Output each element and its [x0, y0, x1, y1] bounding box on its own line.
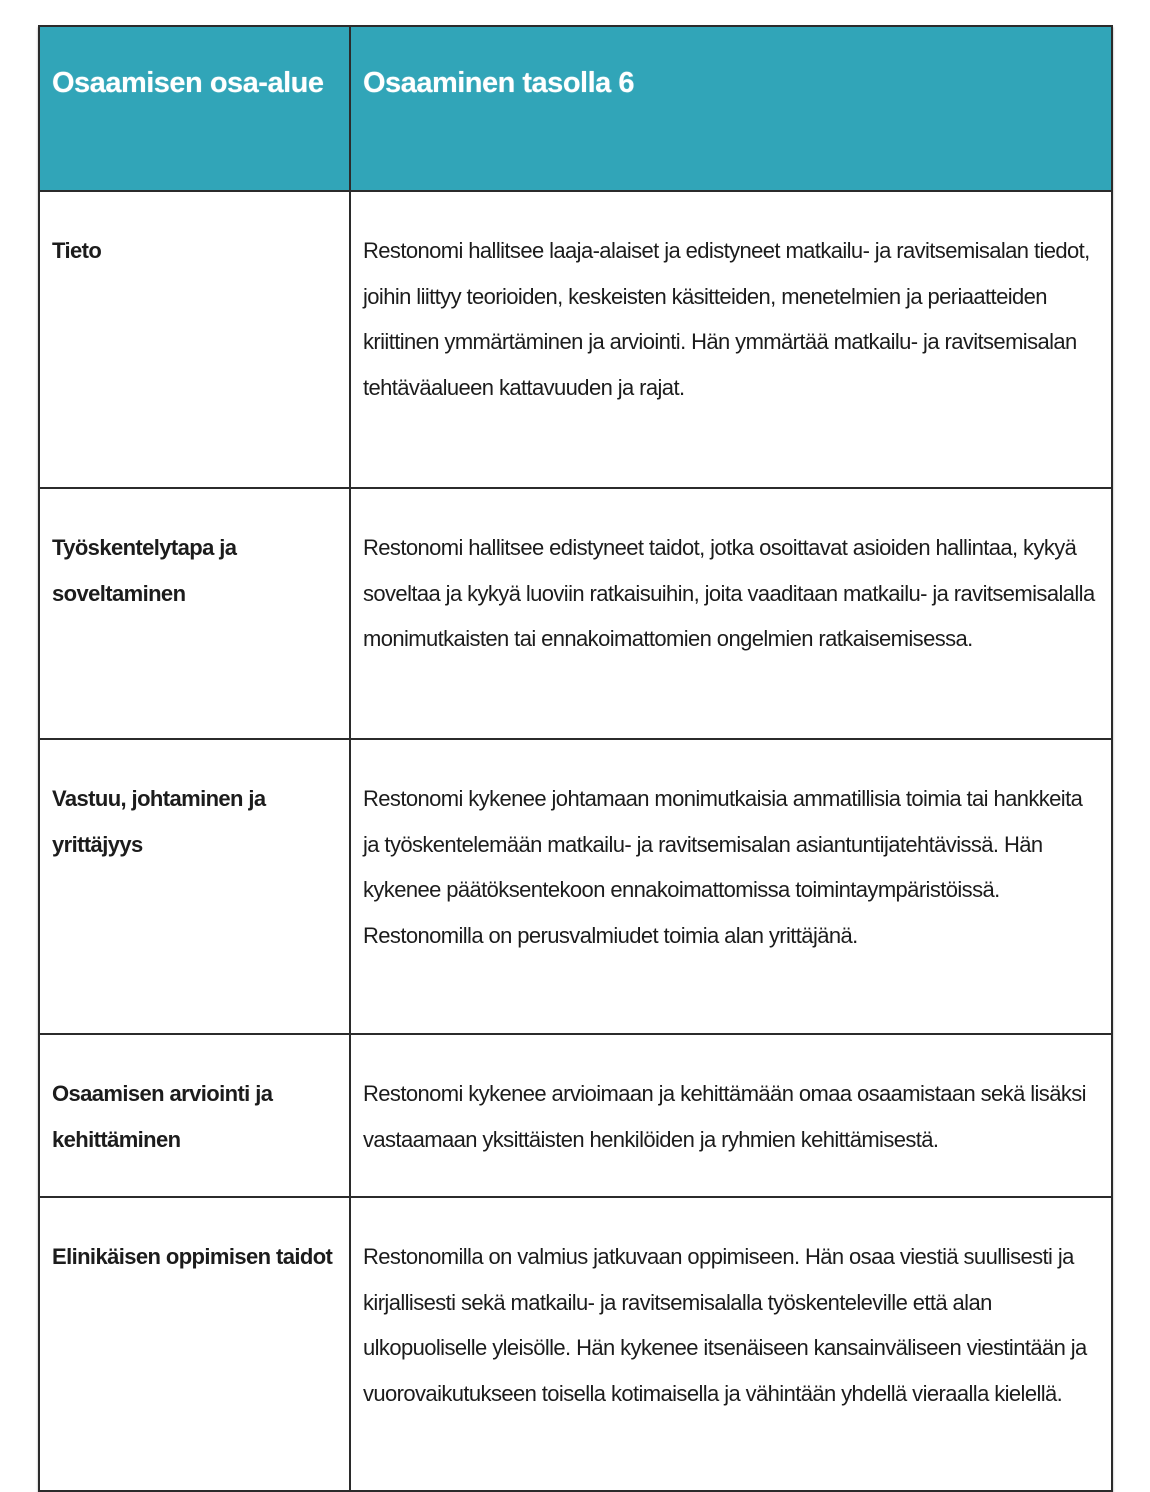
- area-cell: Vastuu, johtaminen ja yrittäjyys: [39, 739, 350, 1034]
- table-row-knowledge: [39, 191, 1112, 488]
- table-row-working-method: [39, 488, 1112, 739]
- area-cell: Tieto: [39, 191, 350, 488]
- column-header-competence-level-6: Osaaminen tasolla 6: [350, 26, 1112, 191]
- column-header-competence-area: Osaamisen osa-alue: [39, 26, 350, 191]
- competence-table: [38, 25, 1113, 1492]
- table-body: [39, 191, 1112, 1491]
- description-cell: Restonomi hallitsee laaja-alaiset ja edistyneet matkailu- ja ravitsemisalan tiedot, joihin liittyy teorioiden, keskeisten käsitteiden, menetelmien ja periaatteiden kriittinen ymmärtäminen ja arviointi. Hän ymmärtää matkailu- ja ravitsemisalan tehtäväalueen kattavuuden ja rajat.: [350, 191, 1112, 488]
- header-row: [39, 26, 1112, 191]
- table-header: [39, 26, 1112, 191]
- area-cell: Työskentelytapa ja soveltaminen: [39, 488, 350, 739]
- table-row-evaluation: [39, 1034, 1112, 1197]
- table-row-lifelong-learning: [39, 1197, 1112, 1491]
- area-cell: Osaamisen arviointi ja kehittäminen: [39, 1034, 350, 1197]
- description-cell: Restonomi hallitsee edistyneet taidot, jotka osoittavat asioiden hallintaa, kykyä soveltaa ja kykyä luoviin ratkaisuihin, joita vaaditaan matkailu- ja ravitsemisalalla monimutkaisten tai ennakoimattomien ongelmien ratkaisemisessa.: [350, 488, 1112, 739]
- description-cell: Restonomi kykenee arvioimaan ja kehittämään omaa osaamistaan sekä lisäksi vastaamaan yksittäisten henkilöiden ja ryhmien kehittämisestä.: [350, 1034, 1112, 1197]
- description-cell: Restonomi kykenee johtamaan monimutkaisia ammatillisia toimia tai hankkeita ja työskentelemään matkailu- ja ravitsemisalan asiantuntijatehtävissä. Hän kykenee päätöksentekoon ennakoimattomissa toimintaympäristöissä. Restonomilla on perusvalmiudet toimia alan yrittäjänä.: [350, 739, 1112, 1034]
- description-cell: Restonomilla on valmius jatkuvaan oppimiseen. Hän osaa viestiä suullisesti ja kirjallisesti sekä matkailu- ja ravitsemisalalla työskenteleville että alan ulkopuoliselle yleisölle. Hän kykenee itsenäiseen kansainväliseen viestintään ja vuorovaikutukseen toisella kotimaisella ja vähintään yhdellä vieraalla kielellä.: [350, 1197, 1112, 1491]
- table-row-responsibility: [39, 739, 1112, 1034]
- area-cell: Elinikäisen oppimisen taidot: [39, 1197, 350, 1491]
